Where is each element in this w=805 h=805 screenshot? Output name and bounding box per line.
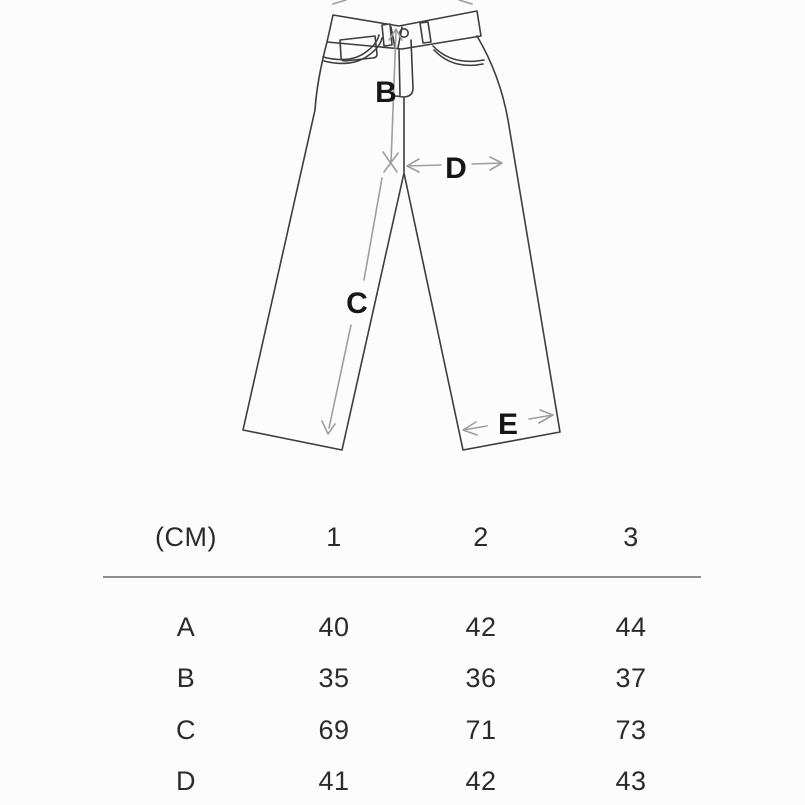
table-cell: 42 (465, 612, 497, 642)
table-cell: 69 (318, 715, 350, 745)
pants-body (243, 36, 560, 450)
table-size-header-3: 3 (623, 522, 639, 552)
table-cell: 36 (465, 663, 497, 693)
table-size-header-1: 1 (326, 522, 342, 552)
label-d: D (445, 152, 467, 185)
table-unit-header: (CM) (155, 522, 217, 552)
label-c: C (346, 287, 368, 320)
table-row-label: C (176, 715, 196, 745)
measure-a-arrow-cutoff (333, 0, 472, 4)
table-cell: 71 (465, 715, 497, 745)
right-pocket (433, 46, 484, 65)
fly-placket (396, 40, 413, 172)
table-cell: 42 (465, 766, 497, 796)
waistband (327, 11, 481, 49)
belt-loop-left (382, 24, 392, 46)
table-cell: 41 (318, 766, 350, 796)
table-row-label: D (176, 766, 196, 796)
label-b: B (375, 76, 397, 109)
table-cell: 35 (318, 663, 350, 693)
table-cell: 37 (615, 663, 647, 693)
belt-loop-right (420, 22, 431, 43)
table-size-header-2: 2 (473, 522, 489, 552)
table-cell: 43 (615, 766, 647, 796)
table-cell: 40 (318, 612, 350, 642)
table-cell: 44 (615, 612, 647, 642)
measurement-arrows (322, 0, 553, 435)
table-row-label: A (176, 612, 196, 642)
table-divider (103, 576, 701, 578)
table-cell: 73 (615, 715, 647, 745)
label-e: E (497, 408, 519, 441)
pants-outline (243, 11, 560, 450)
table-row-label: B (176, 663, 196, 693)
